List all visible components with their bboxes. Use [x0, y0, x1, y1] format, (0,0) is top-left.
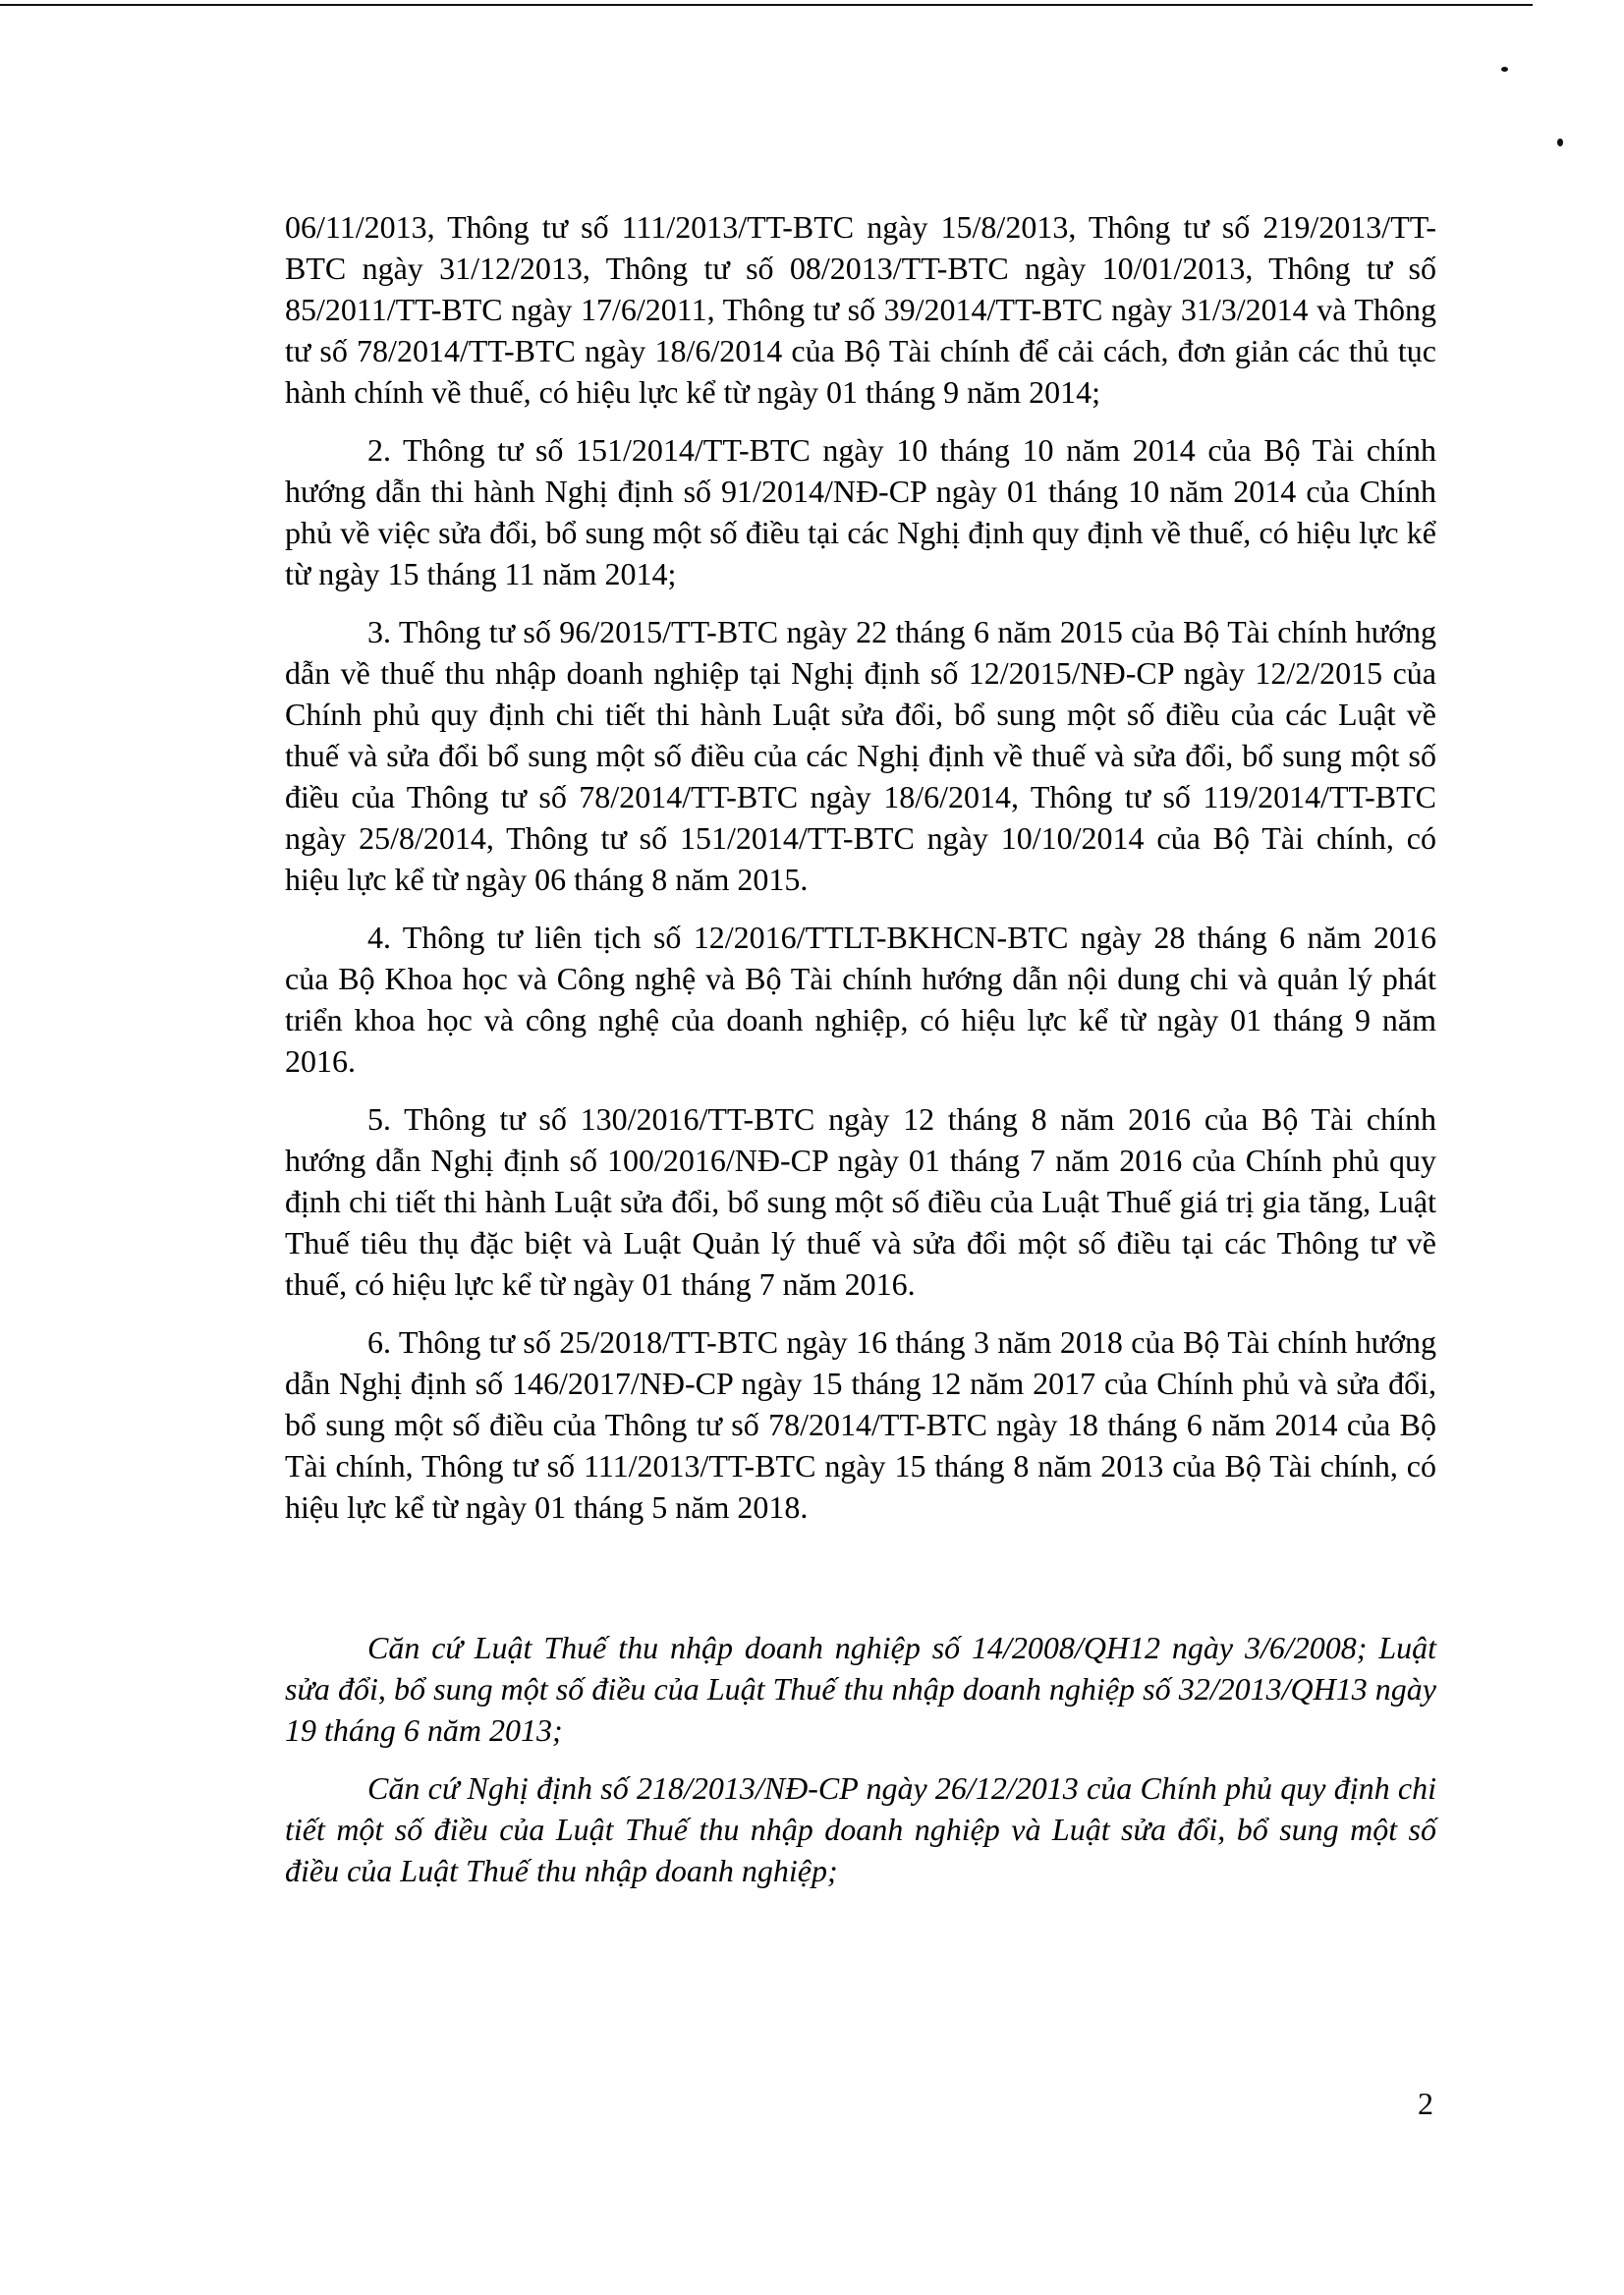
page-number: 2 [1418, 2086, 1433, 2121]
paragraph-continuation: 06/11/2013, Thông tư số 111/2013/TT-BTC ngày 15/8/2013, Thông tư số 219/2013/TT-BTC ngày 31/12/2013, Thông tư số 08/2013/TT-BTC ngày 10/01/2013, Thông tư số 85/2011/TT-BTC ngày 17/6/2011, Thông tư số 39/2014/TT-BTC ngày 31/3/2014 và Thông tư số 78/2014/TT-BTC ngày 18/6/2014 của Bộ Tài chính để cải cách, đơn giản các thủ tục hành chính về thuế, có hiệu lực kể từ ngày 01 tháng 9 năm 2014; [285, 209, 1436, 410]
scan-speck-mark [1501, 67, 1508, 72]
section-spacer [285, 1544, 1436, 1627]
legal-basis-law: Căn cứ Luật Thuế thu nhập doanh nghiệp số 14/2008/QH12 ngày 3/6/2008; Luật sửa đổi, bổ sung một số điều của Luật Thuế thu nhập doanh nghiệp số 32/2013/QH13 ngày 19 tháng 6 năm 2013; [285, 1630, 1436, 1748]
paragraph-item-4: 4. Thông tư liên tịch số 12/2016/TTLT-BKHCN-BTC ngày 28 tháng 6 năm 2016 của Bộ Khoa học và Công nghệ và Bộ Tài chính hướng dẫn nội dung chi và quản lý phát triển khoa học và công nghệ của doanh nghiệp, có hiệu lực kể từ ngày 01 tháng 9 năm 2016. [285, 920, 1436, 1079]
paragraph-item-6: 6. Thông tư số 25/2018/TT-BTC ngày 16 tháng 3 năm 2018 của Bộ Tài chính hướng dẫn Nghị định số 146/2017/NĐ-CP ngày 15 tháng 12 năm 2017 của Chính phủ và sửa đổi, bổ sung một số điều của Thông tư số 78/2014/TT-BTC ngày 18 tháng 6 năm 2014 của Bộ Tài chính, Thông tư số 111/2013/TT-BTC ngày 15 tháng 8 năm 2013 của Bộ Tài chính, có hiệu lực kể từ ngày 01 tháng 5 năm 2018. [285, 1324, 1436, 1525]
paragraph-item-3: 3. Thông tư số 96/2015/TT-BTC ngày 22 tháng 6 năm 2015 của Bộ Tài chính hướng dẫn về thuế thu nhập doanh nghiệp tại Nghị định số 12/2015/NĐ-CP ngày 12/2/2015 của Chính phủ quy định chi tiết thi hành Luật sửa đổi, bổ sung một số điều của các Luật về thuế và sửa đổi bổ sung một số điều của các Nghị định về thuế và sửa đổi, bổ sung một số điều của Thông tư số 78/2014/TT-BTC ngày 18/6/2014, Thông tư số 119/2014/TT-BTC ngày 25/8/2014, Thông tư số 151/2014/TT-BTC ngày 10/10/2014 của Bộ Tài chính, có hiệu lực kể từ ngày 06 tháng 8 năm 2015. [285, 614, 1436, 897]
scan-top-border-line [0, 4, 1533, 6]
paragraph-item-5: 5. Thông tư số 130/2016/TT-BTC ngày 12 tháng 8 năm 2016 của Bộ Tài chính hướng dẫn Nghị định số 100/2016/NĐ-CP ngày 01 tháng 7 năm 2016 của Chính phủ quy định chi tiết thi hành Luật sửa đổi, bổ sung một số điều của Luật Thuế giá trị gia tăng, Luật Thuế tiêu thụ đặc biệt và Luật Quản lý thuế và sửa đổi một số điều tại các Thông tư về thuế, có hiệu lực kể từ ngày 01 tháng 7 năm 2016. [285, 1101, 1436, 1302]
legal-basis-decree: Căn cứ Nghị định số 218/2013/NĐ-CP ngày 26/12/2013 của Chính phủ quy định chi tiết một số điều của Luật Thuế thu nhập doanh nghiệp và Luật sửa đổi, bổ sung một số điều của Luật Thuế thu nhập doanh nghiệp; [285, 1770, 1436, 1888]
paragraph-item-2: 2. Thông tư số 151/2014/TT-BTC ngày 10 tháng 10 năm 2014 của Bộ Tài chính hướng dẫn thi hành Nghị định số 91/2014/NĐ-CP ngày 01 tháng 10 năm 2014 của Chính phủ về việc sửa đổi, bổ sung một số điều tại các Nghị định quy định về thuế, có hiệu lực kể từ ngày 15 tháng 11 năm 2014; [285, 432, 1436, 591]
scan-speck-mark [1557, 139, 1563, 146]
document-page-body [285, 206, 1436, 1908]
